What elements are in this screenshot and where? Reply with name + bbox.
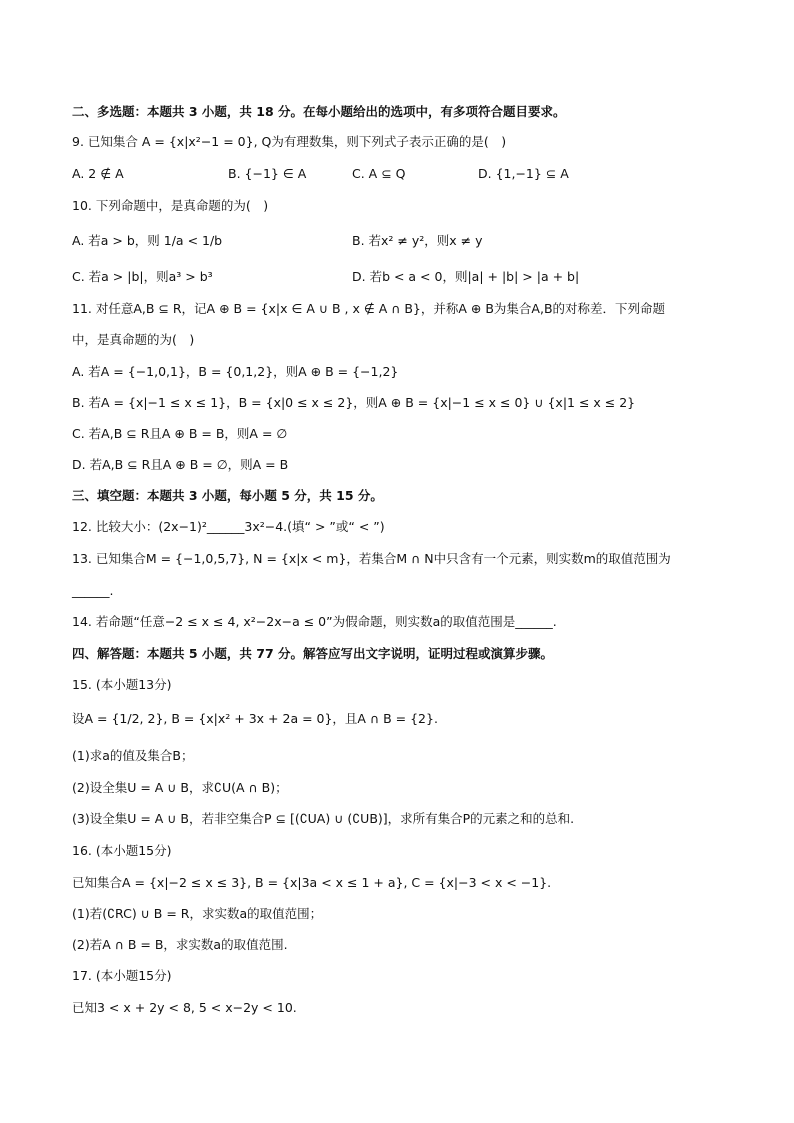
option-c: C. 若a > |b|，则a³ > b³ bbox=[72, 269, 213, 284]
question-11-option-a: A. 若A = {−1,0,1}，B = {0,1,2}，则A ⊕ B = {−1,2} bbox=[72, 364, 399, 379]
question-10-stem: 10. 下列命题中，是真命题的为( ) bbox=[72, 198, 269, 213]
question-11-stem-line1: 11. 对任意A,B ⊆ R，记A ⊕ B = {x|x ∈ A ∪ B , x ∉ A ∩ B}，并称A ⊕ B为集合A,B的对称差．下列命题 bbox=[72, 301, 666, 316]
question-11-option-d: D. 若A,B ⊆ R且A ⊕ B = ∅，则A = B bbox=[72, 457, 289, 472]
question-14: 14. 若命题“任意−2 ≤ x ≤ 4, x²−2x−a ≤ 0”为假命题，则实数a的取值范围是______. bbox=[72, 614, 557, 629]
question-15-part1: (1)求a的值及集合B； bbox=[72, 748, 194, 763]
question-10-options-row2 bbox=[72, 268, 732, 286]
question-9-stem: 9. 已知集合 A = {x|x²−1 = 0}, Q为有理数集，则下列式子表示正确的是( ) bbox=[72, 134, 507, 149]
question-9-options bbox=[72, 165, 732, 183]
option-b: B. 若x² ≠ y²，则x ≠ y bbox=[352, 233, 483, 248]
question-16-part2: (2)若A ∩ B = B，求实数a的取值范围. bbox=[72, 937, 288, 952]
question-13-line2: ______. bbox=[72, 583, 114, 598]
question-16-stem: 已知集合A = {x|−2 ≤ x ≤ 3}, B = {x|3a < x ≤ 1 + a}, C = {x|−3 < x < −1}. bbox=[72, 875, 552, 890]
option-d: D. 若b < a < 0，则|a| + |b| > |a + b| bbox=[352, 269, 580, 284]
section-heading-fill-in: 三、填空题：本题共 3 小题，每小题 5 分，共 15 分。 bbox=[72, 488, 383, 503]
question-11-stem-line2: 中，是真命题的为( ) bbox=[72, 332, 195, 347]
question-10-options-row1 bbox=[72, 232, 732, 250]
question-17-heading: 17. (本小题15分) bbox=[72, 968, 172, 983]
question-11-option-c: C. 若A,B ⊆ R且A ⊕ B = B，则A = ∅ bbox=[72, 426, 288, 441]
question-17-stem: 已知3 < x + 2y < 8, 5 < x−2y < 10. bbox=[72, 1000, 297, 1015]
option-a: A. 若a > b，则 1/a < 1/b bbox=[72, 233, 223, 248]
question-15-part3: (3)设全集U = A ∪ B，若非空集合P ⊆ [(∁UA) ∪ (∁UB)]，求所有集合P的元素之和的总和. bbox=[72, 811, 575, 826]
option-c: C. A ⊆ Q bbox=[352, 166, 406, 181]
section-heading-solutions: 四、解答题：本题共 5 小题，共 77 分。解答应写出文字说明，证明过程或演算步骤。 bbox=[72, 646, 554, 661]
option-a: A. 2 ∉ A bbox=[72, 166, 124, 181]
question-11-option-b: B. 若A = {x|−1 ≤ x ≤ 1}，B = {x|0 ≤ x ≤ 2}，则A ⊕ B = {x|−1 ≤ x ≤ 0} ∪ {x|1 ≤ x ≤ 2} bbox=[72, 395, 636, 410]
question-15-heading: 15. (本小题13分) bbox=[72, 677, 172, 692]
question-15-stem: 设A = {1/2, 2}, B = {x|x² + 3x + 2a = 0}，且A ∩ B = {2}. bbox=[72, 711, 438, 726]
question-12: 12. 比较大小：(2x−1)²______3x²−4.(填“ > ”或“ < ”) bbox=[72, 519, 385, 534]
question-16-heading: 16. (本小题15分) bbox=[72, 843, 172, 858]
option-b: B. {−1} ∈ A bbox=[228, 166, 307, 181]
option-d: D. {1,−1} ⊆ A bbox=[478, 166, 569, 181]
question-13-line1: 13. 已知集合M = {−1,0,5,7}, N = {x|x < m}，若集合M ∩ N中只含有一个元素，则实数m的取值范围为 bbox=[72, 551, 671, 566]
section-heading-multiple-choice: 二、多选题：本题共 3 小题，共 18 分。在每小题给出的选项中，有多项符合题目要求。 bbox=[72, 104, 566, 119]
question-16-part1: (1)若(∁RC) ∪ B = R，求实数a的取值范围； bbox=[72, 906, 323, 921]
question-15-part2: (2)设全集U = A ∪ B，求∁U(A ∩ B)； bbox=[72, 780, 288, 795]
